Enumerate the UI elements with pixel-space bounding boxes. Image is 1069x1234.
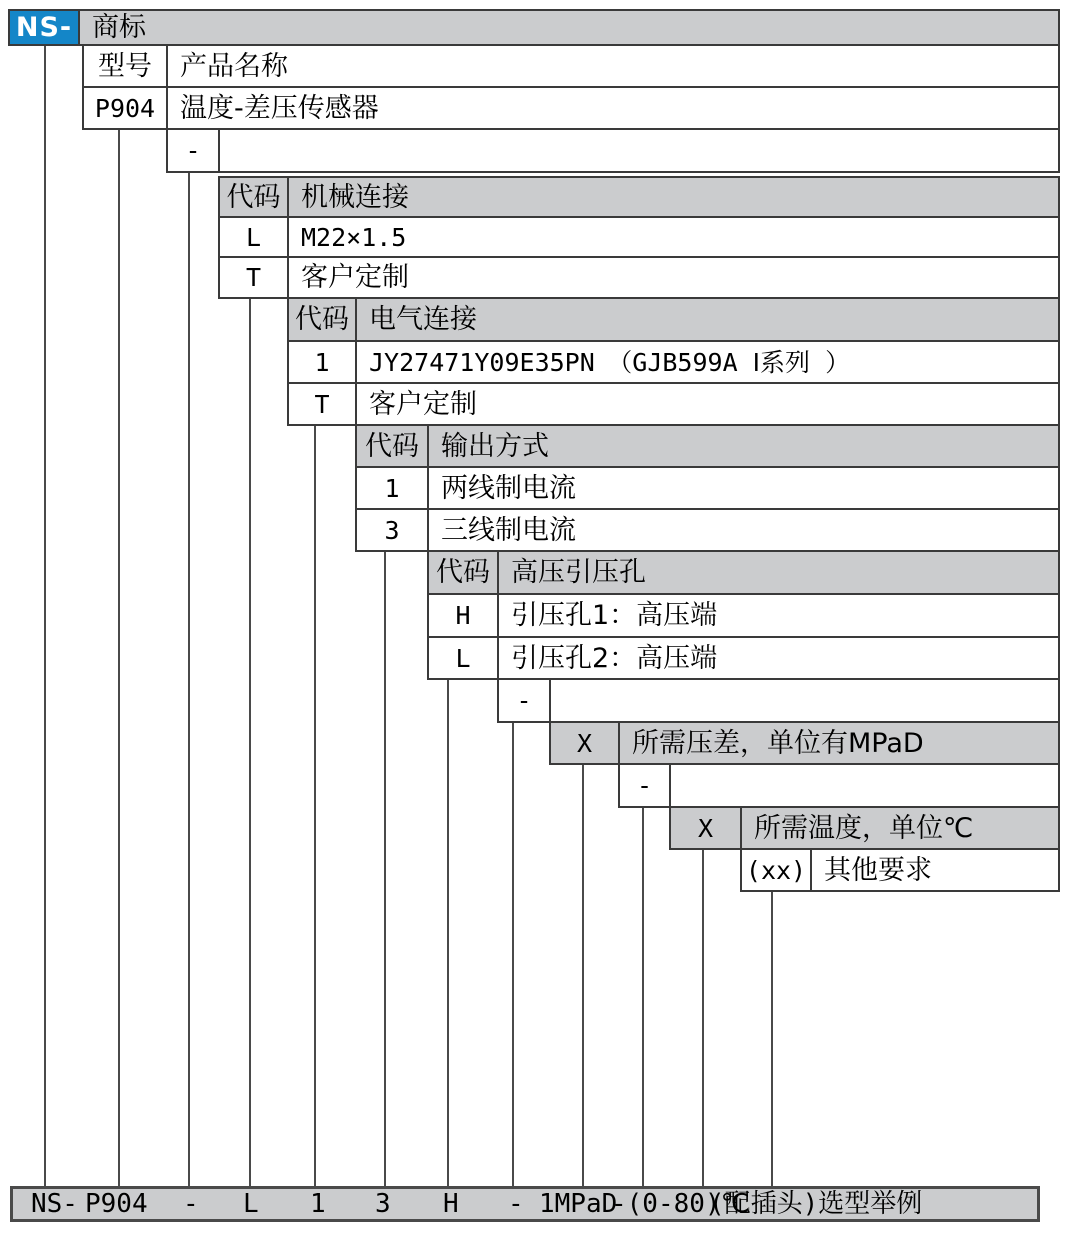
example-model: P904 [85,1189,148,1219]
connector-line-dash1 [188,173,190,1188]
example-dash1: - [183,1189,199,1219]
dash2-cell: - [497,678,551,723]
connector-line-other [771,892,773,1188]
port-code-header-cell: 代码 [427,550,499,595]
connector-line-temperature [702,850,704,1188]
electrical-option-code: T [287,382,357,426]
model-header-cell: 型号 [82,44,168,88]
example-output: 3 [375,1189,391,1219]
output-option-code: 3 [355,508,429,552]
example-temperature: -(0-80)℃ [611,1189,750,1219]
pressure-code-cell: X [549,721,620,765]
product-name-cell: 温度-差压传感器 [166,86,1060,130]
example-prefix: NS- [31,1189,78,1219]
port-option-code: H [427,593,499,638]
dash1-cell: - [166,128,220,173]
model-code-cell: P904 [82,86,168,130]
mechanical-option-code: T [218,256,289,299]
mechanical-title-cell: 机械连接 [287,176,1060,218]
output-option-desc: 两线制电流 [427,466,1060,510]
ordering-example-bar [10,1186,1040,1222]
dash2-row-filler [549,678,1060,723]
electrical-option-code: 1 [287,340,357,384]
temperature-desc-cell: 所需温度，单位℃ [740,806,1060,850]
temperature-code-cell: X [669,806,742,850]
output-option-code: 1 [355,466,429,510]
electrical-option-desc: JY27471Y09E35PN （GJB599A Ⅰ系列 ） [355,340,1060,384]
example-suffix-note: (配插头)选型举例 [709,1189,923,1219]
connector-line-prefix [44,46,46,1188]
example-dash2: - [508,1189,524,1219]
dash3-row-filler [669,763,1060,808]
example-port: H [443,1189,459,1219]
connector-line-dash3 [642,808,644,1188]
connector-line-model [118,130,120,1188]
other-desc-cell: 其他要求 [810,848,1060,892]
connector-line-output [384,552,386,1188]
connector-line-pressure [582,765,584,1188]
mechanical-option-code: L [218,216,289,258]
output-option-desc: 三线制电流 [427,508,1060,552]
electrical-option-desc: 客户定制 [355,382,1060,426]
example-electrical: 1 [310,1189,326,1219]
example-pressure: 1MPaD [539,1189,618,1219]
connector-line-electrical [314,426,316,1188]
example-mechanical: L [243,1189,259,1219]
port-title-cell: 高压引压孔 [497,550,1060,595]
product-name-header-cell: 产品名称 [166,44,1060,88]
brand-prefix-cell: NS- [8,9,80,46]
connector-line-port [447,680,449,1188]
pressure-desc-cell: 所需压差，单位有MPaD [618,721,1060,765]
trademark-cell: 商标 [78,9,1060,46]
other-code-cell: (xx) [740,848,812,892]
output-code-header-cell: 代码 [355,424,429,468]
mechanical-code-header-cell: 代码 [218,176,289,218]
electrical-title-cell: 电气连接 [355,297,1060,342]
mechanical-option-desc: M22×1.5 [287,216,1060,258]
port-option-desc: 引压孔1：高压端 [497,593,1060,638]
port-option-code: L [427,636,499,680]
connector-line-dash2 [512,723,514,1188]
dash3-cell: - [618,763,671,808]
output-title-cell: 输出方式 [427,424,1060,468]
mechanical-option-desc: 客户定制 [287,256,1060,299]
dash1-row-filler [218,128,1060,173]
connector-line-mechanical [249,299,251,1188]
port-option-desc: 引压孔2：高压端 [497,636,1060,680]
electrical-code-header-cell: 代码 [287,297,357,342]
